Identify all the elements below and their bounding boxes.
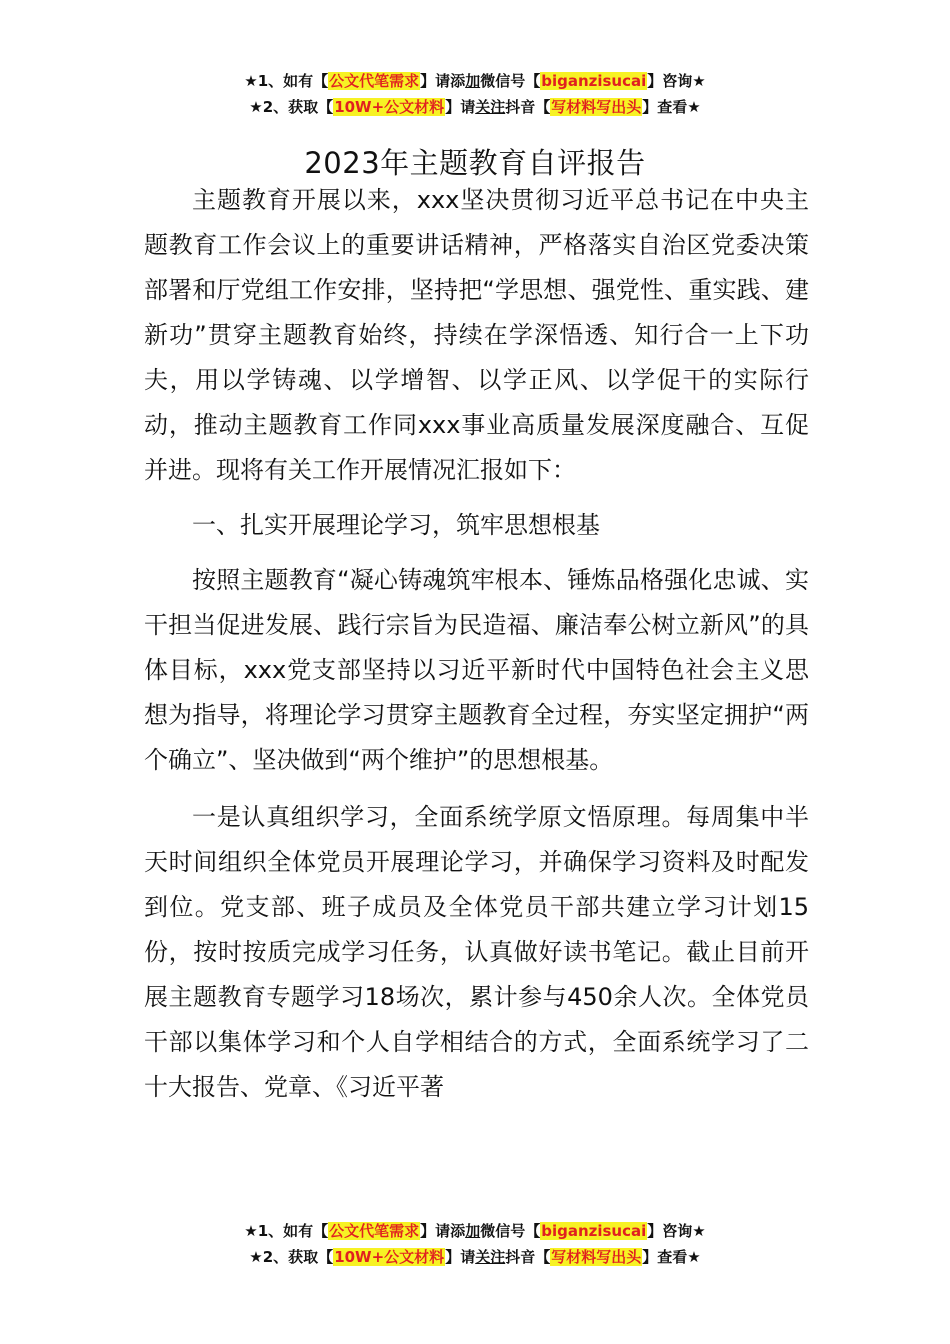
promo-underlined: 关注 [475, 1248, 506, 1266]
paragraph-intro: 主题教育开展以来，xxx坚决贯彻习近平总书记在中央主题教育工作会议上的重要讲话精神，严格落实自治区党委决策部署和厅党组工作安排，坚持把“学思想、强党性、重实践、建新功”贯穿主题教育始终，持续在学深悟透、知行合一上下功夫，用以学铸魂、以学增智、以学正风、以学促干的实际行动，推动主题教育工作同xxx事业高质量发展深度融合、互促并进。现将有关工作开展情况汇报如下： [144, 186, 809, 484]
promo-highlight: 写材料写出头 [551, 98, 642, 116]
promo-line-1 [0, 68, 950, 94]
promo-highlight: 公文代笔需求 [329, 72, 420, 90]
promo-text: 微信号【 [480, 1222, 541, 1240]
promo-highlight: 10W+公文材料 [334, 98, 445, 116]
promo-banner-top [0, 68, 950, 120]
promo-text: 】查看★ [642, 1248, 701, 1266]
promo-text: 】查看★ [642, 98, 701, 116]
promo-text: 】咨询★ [647, 1222, 706, 1240]
promo-text: 】请添 [420, 1222, 466, 1240]
promo-underlined: 加 [465, 1222, 481, 1240]
promo-highlight: 10W+公文材料 [334, 1248, 445, 1266]
promo-text: 】请 [445, 98, 476, 116]
promo-text: 微信号【 [480, 72, 541, 90]
promo-line-2 [0, 1244, 950, 1270]
promo-text: 】请 [445, 1248, 476, 1266]
promo-underlined: 关注 [475, 98, 506, 116]
promo-highlight: biganzisucai [541, 72, 647, 90]
promo-text: 抖音【 [505, 98, 551, 116]
promo-banner-bottom [0, 1218, 950, 1270]
promo-highlight: 公文代笔需求 [329, 1222, 420, 1240]
promo-line-2 [0, 94, 950, 120]
document-title: 2023年主题教育自评报告 [304, 146, 646, 181]
promo-text: 】咨询★ [647, 72, 706, 90]
promo-highlight: biganzisucai [541, 1222, 647, 1240]
paragraph-item-1: 一是认真组织学习，全面系统学原文悟原理。每周集中半天时间组织全体党员开展理论学习，并确保学习资料及时配发到位。党支部、班子成员及全体党员干部共建立学习计划15份，按时按质完成学习任务，认真做好读书笔记。截止目前开展主题教育专题学习18场次，累计参与450余人次。全体党员干部以集体学习和个人自学相结合的方式，全面系统学习了二十大报告、党章、《习近平著 [144, 803, 809, 1101]
promo-line-1 [0, 1218, 950, 1244]
promo-text: ★1、如有【 [244, 72, 329, 90]
promo-text: ★2、获取【 [249, 1248, 334, 1266]
section-heading-1: 一、扎实开展理论学习，筑牢思想根基 [192, 511, 600, 539]
promo-text: 】请添 [420, 72, 466, 90]
promo-text: ★1、如有【 [244, 1222, 329, 1240]
document-body [144, 178, 809, 1110]
promo-highlight: 写材料写出头 [551, 1248, 642, 1266]
promo-text: 抖音【 [505, 1248, 551, 1266]
paragraph-section-1: 按照主题教育“凝心铸魂筑牢根本、锤炼品格强化忠诚、实干担当促进发展、践行宗旨为民造福、廉洁奉公树立新风”的具体目标，xxx党支部坚持以习近平新时代中国特色社会主义思想为指导，将理论学习贯穿主题教育全过程，夯实坚定拥护“两个确立”、坚决做到“两个维护”的思想根基。 [144, 566, 809, 774]
promo-text: ★2、获取【 [249, 98, 334, 116]
promo-underlined: 加 [465, 72, 481, 90]
